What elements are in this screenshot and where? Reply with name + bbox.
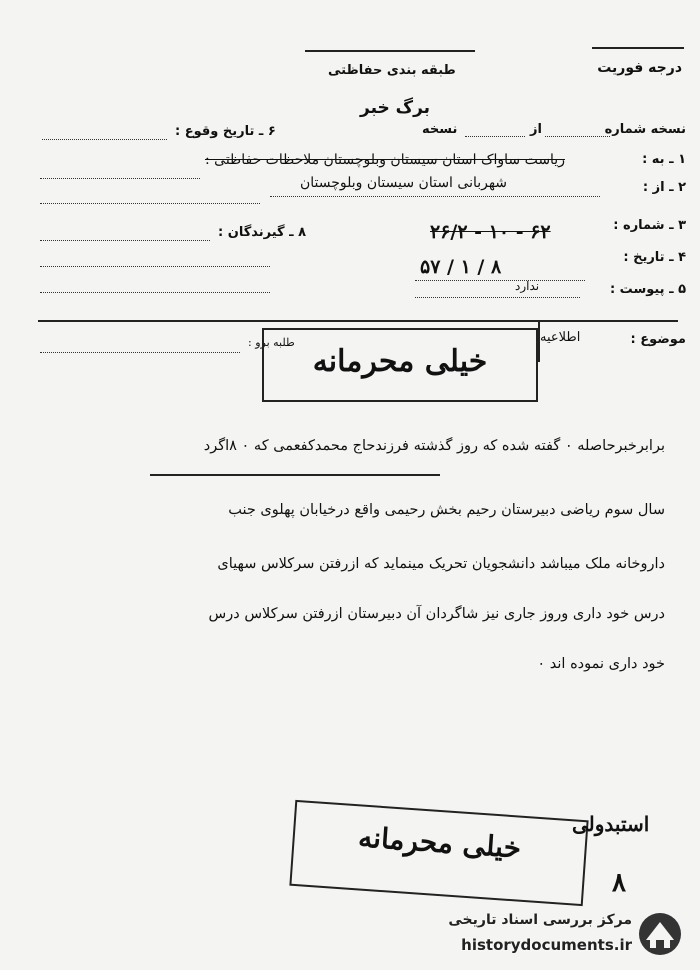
- watermark-title: مرکز بررسی اسناد تاریخی: [448, 912, 632, 928]
- body-line-4: درس خود داری وروز جاری نیز شاگردان آن دبیرستان ازرفتن سرکلاس درس: [208, 606, 665, 622]
- form-divider: [38, 320, 678, 322]
- subject-value: اطلاعیه: [540, 330, 581, 345]
- archive-logo-icon: [636, 910, 684, 958]
- recipients-label: ۸ ـ گیرندگان :: [218, 225, 307, 240]
- body-line-5: خود داری نموده اند ۰: [537, 656, 665, 672]
- to-value: ریاست ساواک استان سیستان وبلوچستان ملاحظات حفاظتی :: [205, 152, 565, 168]
- classification-rule: [305, 50, 475, 52]
- attachment-label: ۵ ـ پیوست :: [609, 282, 686, 297]
- event-date-dots: [42, 139, 167, 140]
- subject-tail: طلبه برو :: [248, 336, 295, 349]
- from-extra-dots: [40, 203, 260, 204]
- priority-label: درجه فوریت: [597, 60, 682, 76]
- copy-label: نسخه: [422, 122, 458, 137]
- attachment-value: ندارد: [515, 279, 540, 293]
- classification-label: طبقه بندی حفاظتی: [328, 63, 456, 78]
- confidential-stamp-bottom-text: خیلی محرمانه: [357, 820, 523, 865]
- priority-rule: [592, 47, 684, 49]
- from-dots: [465, 136, 525, 137]
- form-title: برگ خبر: [360, 98, 431, 118]
- copy-number-dots: [545, 136, 610, 137]
- to-label: ۱ ـ به :: [642, 152, 686, 167]
- number-label: ۳ ـ شماره :: [613, 218, 686, 233]
- date-dots: [415, 280, 585, 281]
- from-value: شهربانی استان سیستان وبلوچستان: [300, 175, 508, 191]
- recipients-dots-3: [40, 292, 270, 293]
- copy-number-label: نسخه شماره: [604, 122, 686, 137]
- recipients-dots-2: [40, 266, 270, 267]
- number-value: ۲۶/۲ - ۱۰ - ۶۲: [430, 221, 551, 243]
- from-label-2: ۲ ـ از :: [642, 180, 686, 195]
- body-underline: [150, 474, 440, 476]
- recipients-dots: [40, 240, 210, 241]
- to-dots: [40, 178, 200, 179]
- watermark-url: historydocuments.ir: [461, 936, 632, 954]
- subject-label: موضوع :: [630, 332, 686, 347]
- event-date-label: ۶ ـ تاریخ وقوع :: [175, 124, 276, 139]
- confidential-stamp-top: [262, 328, 538, 402]
- body-line-1: برابرخبرحاصله ۰ گفته شده که روز گذشته فرزندحاج محمدکفعمی که ۰ ۸اگرد: [203, 438, 665, 454]
- confidential-stamp-bottom: [289, 800, 588, 906]
- from-value-dots: [270, 196, 600, 197]
- body-line-3: داروخانه ملک میباشد دانشجویان تحریک مینماید که ازرفتن سرکلاس سهیای: [217, 556, 665, 572]
- body-line-2: سال سوم ریاضی دبیرستان رحیم بخش رحیمی واقع درخیابان پهلوی جنب: [228, 502, 665, 518]
- attachment-dots: [415, 297, 580, 298]
- handwritten-note: استبدولی: [572, 812, 650, 836]
- confidential-stamp-top-text: خیلی محرمانه: [312, 344, 488, 379]
- from-label: از: [530, 122, 542, 137]
- date-label: ۴ ـ تاریخ :: [623, 250, 686, 265]
- subject-dots: [40, 352, 240, 353]
- handwritten-number: ۸: [612, 868, 626, 898]
- date-value: ۵۷ / ۱ / ۸: [420, 256, 502, 278]
